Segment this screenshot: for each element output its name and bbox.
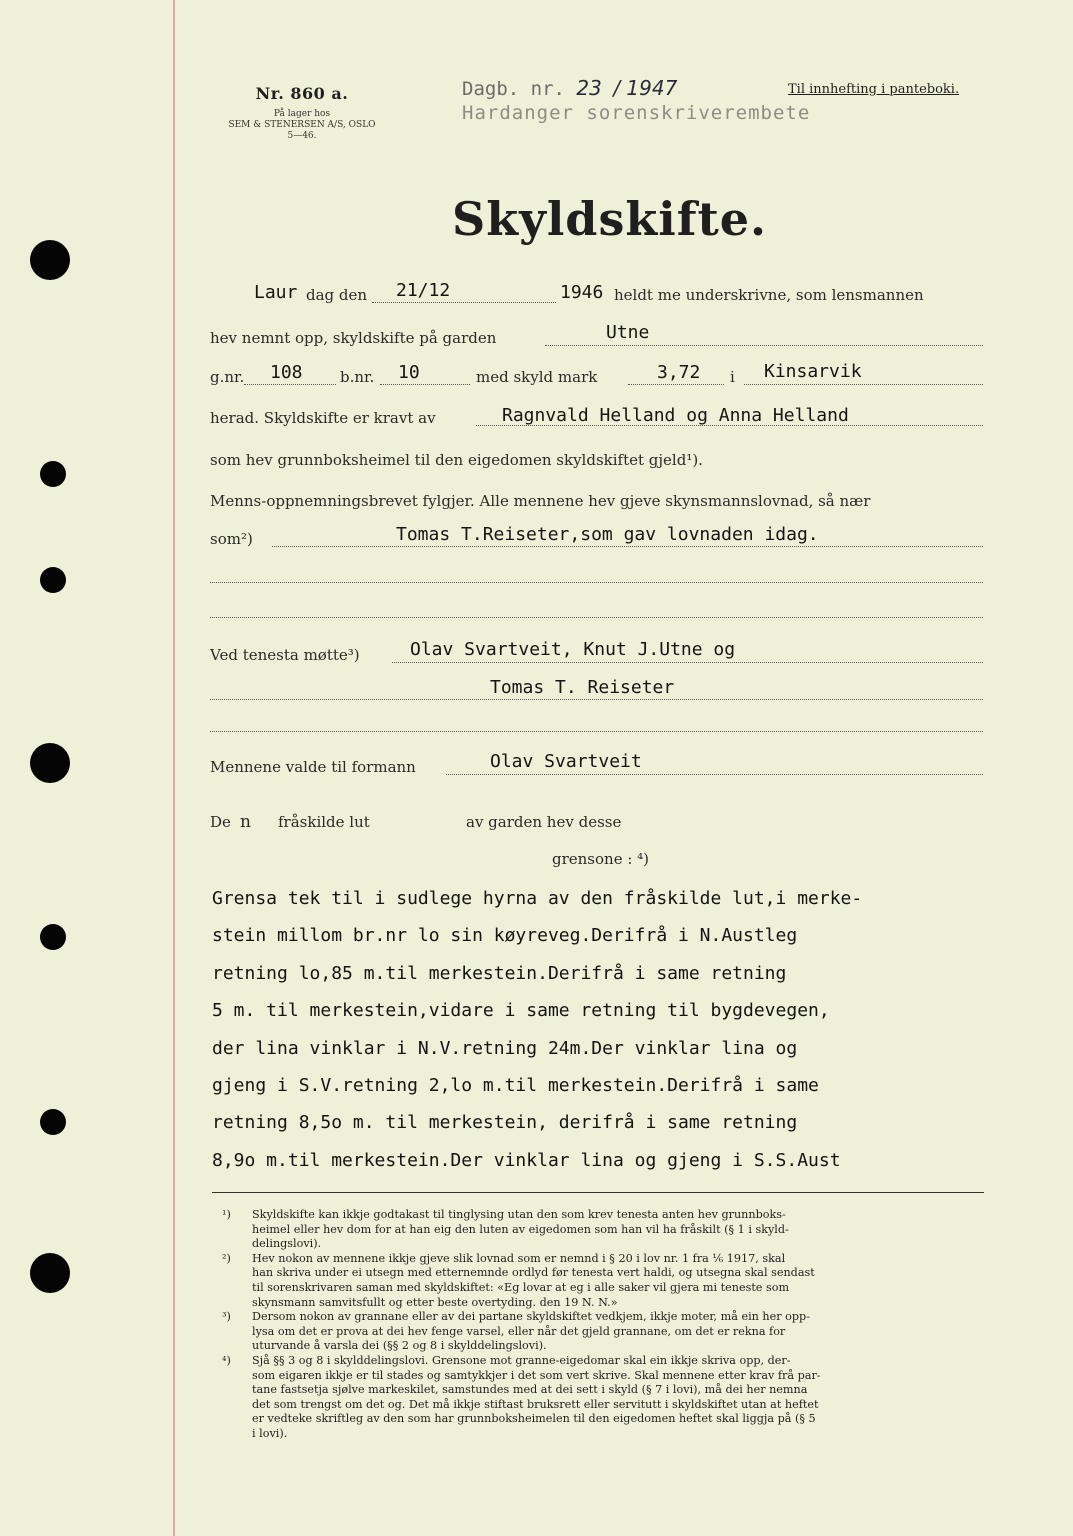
herad-fill: Kinsarvik [764, 361, 862, 382]
de-label: De [210, 813, 231, 831]
punch-hole [40, 1109, 66, 1135]
margin-line [173, 0, 175, 1536]
dotted-line [392, 662, 983, 663]
boundary-line: 8,9o m.til merkestein.Der vinklar lina og gjeng i S.S.Aust [212, 1149, 841, 1171]
bnr-label: b.nr. [340, 368, 375, 386]
skyld-fill: 3,72 [657, 362, 701, 383]
boundary-line: gjeng i S.V.retning 2,lo m.til merkestein.Derifrå i same [212, 1075, 819, 1097]
stamp-office: Hardanger sorenskriverembete [462, 102, 811, 124]
dotted-line [244, 384, 336, 385]
boundary-line: Grensa tek til i sudlege hyrna av den fråskilde lut,i merke- [212, 888, 863, 909]
boundary-description [212, 880, 1002, 1179]
punch-hole [40, 924, 66, 950]
skyld-label: med skyld mark [476, 368, 598, 386]
footnote-divider [212, 1192, 984, 1193]
garden-label: hev nemnt opp, skyldskifte på garden [210, 329, 497, 347]
footnote: ³) Dersom nokon av grannane eller av dei partane skyldskiftet vedkjem, ikkje moter, må ein her opp- lysa om det er prova at dei hev fenge varsel, eller når det gjeld grannane, om det er rekna for uturvande å varsla dei (§§ 2 og 8 i skylddelingslovi). [222, 1310, 810, 1353]
boundary-line: retning 8,5o m. til merkestein, derifrå i same retning [212, 1112, 798, 1134]
line1-text: heldt me underskrivne, som lensmannen [614, 286, 924, 304]
footnote: ²) Hev nokon av mennene ikkje gjeve slik lovnad som er nemnd i § 20 i lov nr. 1 fra ⅙ 1917, skal han skriva under ei utsegn med etternemnde ordlyd før tenesta vert haldi, og utsegna skal sendast til sorenskrivaren saman med skyldskiftet: «Eg lovar at eg i alle saker vil gjera mi teneste som skynsmann samvitsfullt og etter beste overtyding. den 19 N. N.» [222, 1251, 815, 1309]
form-number: Nr. 860 a. [255, 84, 349, 103]
requester-fill: Ragnvald Helland og Anna Helland [502, 405, 849, 426]
punch-hole [40, 461, 66, 487]
lovnad-fill: Tomas T.Reiseter,som gav lovnaden idag. [396, 524, 819, 545]
requester-label: herad. Skyldskifte er kravt av [210, 409, 436, 427]
farm-name-fill: Utne [606, 322, 650, 343]
boundary-line: stein millom br.nr lo sin køyreveg.Derifrå i N.Austleg [212, 925, 798, 947]
dotted-line [545, 345, 983, 346]
boundary-line: retning lo,85 m.til merkestein.Derifrå i same retning [212, 962, 787, 984]
attendees-label: Ved tenesta møtte³) [210, 646, 360, 664]
filing-note: Til innhefting i panteboki. [788, 82, 960, 97]
dotted-line [744, 384, 983, 385]
dotted-line [380, 384, 470, 385]
boundary-line: der lina vinklar i N.V.retning 24m.Der vinklar lina og [212, 1037, 798, 1059]
footnotes [222, 1208, 986, 1442]
date-fill: 21/12 [396, 280, 451, 301]
dotted-line [272, 546, 983, 547]
boundary-line: 5 m. til merkestein,vidare i same retning til bygdevegen, [212, 1000, 830, 1022]
punch-hole [30, 1253, 70, 1293]
formann-fill: Olav Svartveit [490, 751, 642, 772]
dotted-line [210, 617, 983, 618]
fraskilde-label: fråskilde lut [278, 813, 370, 831]
footnote: ¹) Skyldskifte kan ikkje godtakast til tinglysing utan den som krev tenesta anten hev grunnboks- heimel eller hev dom for at han eig den luten av eigedomen som han vil ha fråskilt (§ 1 i skyld- delingslovi). [222, 1208, 789, 1251]
day-fill: Laur [254, 282, 298, 303]
gnr-label: g.nr. [210, 368, 245, 386]
dotted-line [210, 582, 983, 583]
attendees-fill: Olav Svartveit, Knut J.Utne og [410, 639, 736, 660]
de-suffix-fill: n [240, 812, 251, 832]
i-label: i [730, 368, 735, 386]
stamp-year: / 1947 [613, 76, 678, 100]
dotted-line [210, 731, 983, 732]
registry-stamp [462, 76, 810, 125]
year-fill: 1946 [560, 282, 604, 303]
garden-desse-label: av garden hev desse [466, 813, 622, 831]
dotted-line [446, 774, 983, 775]
bnr-fill: 10 [398, 362, 420, 383]
printer-imprint: På lager hos SEM & STENERSEN A/S, OSLO 5—46. [228, 109, 376, 141]
dag-label: dag den [306, 286, 368, 304]
grensone-label: grensone : ⁴) [552, 850, 650, 868]
punch-hole [40, 567, 66, 593]
dotted-line [372, 302, 556, 303]
attendees-fill-2: Tomas T. Reiseter [490, 677, 675, 698]
stamp-number: 23 [576, 76, 602, 100]
stamp-dagb-label: Dagb. nr. [462, 78, 565, 100]
form-number-block [222, 84, 382, 142]
gnr-fill: 108 [270, 362, 303, 383]
oppnemning-text: Menns-oppnemningsbrevet fylgjer. Alle mennene hev gjeve skynsmannslovnad, så nær [210, 492, 871, 510]
punch-hole [30, 743, 70, 783]
footnote: ⁴) Sjå §§ 3 og 8 i skylddelingslovi. Grensone mot granne-eigedomar skal ein ikkje skriva opp, der- som eigaren ikkje er til stades og samtykkjer i det som vert skrive. Skal mennene etter krav frå par- tane fastsetja sjølve markeskilet, samstundes med at dei sett i skyld (§ 7 i lovi), må dei her nemna det som trengst om det og. Det må ikkje stiftast bruksrett eller servitutt i skyldskiftet utan at heftet er vedteke skriftleg av den som har grunnboksheimelen til den eigedomen heftet skal liggja på (§ 5 i lovi). [222, 1353, 821, 1440]
document-title: Skyldskifte. [452, 192, 768, 246]
dotted-line [210, 699, 983, 700]
dotted-line [628, 384, 724, 385]
som-label: som²) [210, 530, 253, 548]
heimel-text: som hev grunnboksheimel til den eigedomen skyldskiftet gjeld¹). [210, 451, 703, 469]
punch-hole [30, 240, 70, 280]
formann-label: Mennene valde til formann [210, 758, 416, 776]
